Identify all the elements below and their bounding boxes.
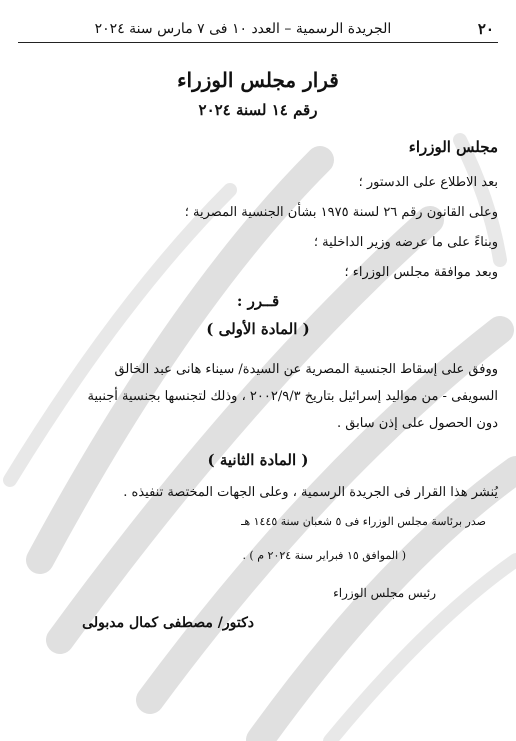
preamble-line: بعد الاطلاع على الدستور ؛: [358, 175, 498, 190]
preamble: [18, 168, 498, 288]
signatory-title: رئيس مجلس الوزراء: [333, 586, 436, 600]
article-1-line: ووفق على إسقاط الجنسية المصرية عن السيدة/ سيناء هانى عبد الخالق: [114, 362, 498, 377]
preamble-line: وعلى القانون رقم ٢٦ لسنة ١٩٧٥ بشأن الجنسية المصرية ؛: [184, 205, 498, 220]
decree-number: رقم ١٤ لسنة ٢٠٢٤: [198, 101, 318, 119]
preamble-line: وبعد موافقة مجلس الوزراء ؛: [344, 265, 498, 280]
decided-heading: قــرر :: [236, 292, 280, 310]
issued-date: صدر برئاسة مجلس الوزراء فى ٥ شعبان سنة ١٤٤٥ هـ: [241, 515, 486, 528]
decree-title: قرار مجلس الوزراء: [177, 68, 339, 92]
article-1-line: دون الحصول على إذن سابق .: [337, 416, 498, 431]
signatory-name: دكتور/ مصطفى كمال مدبولى: [82, 615, 254, 631]
gregorian-date: ( الموافق ١٥ فبراير سنة ٢٠٢٤ م ) .: [242, 549, 406, 562]
article-2-heading: ( المادة الثانية ): [207, 451, 309, 469]
gazette-header: [22, 18, 494, 40]
article-2-line: يُنشر هذا القرار فى الجريدة الرسمية ، وعلى الجهات المختصة تنفيذه .: [123, 485, 498, 500]
article-1-heading: ( المادة الأولى ): [206, 320, 310, 338]
preamble-line: وبناءً على ما عرضه وزير الداخلية ؛: [313, 235, 498, 250]
article-1-body: [18, 356, 498, 437]
gazette-issue-title: الجريدة الرسمية – العدد ١٠ فى ٧ مارس سنة ٢٠٢٤: [94, 21, 392, 37]
article-2-body: [18, 485, 498, 500]
page-number: ٢٠: [477, 20, 494, 38]
issuer-heading: مجلس الوزراء: [408, 138, 498, 156]
article-1-line: السويفى - من مواليد إسرائيل بتاريخ ٢٠٠٢/٩/٣ ، وذلك لتجنسها بجنسية أجنبية: [87, 389, 498, 404]
header-divider: [18, 42, 498, 43]
